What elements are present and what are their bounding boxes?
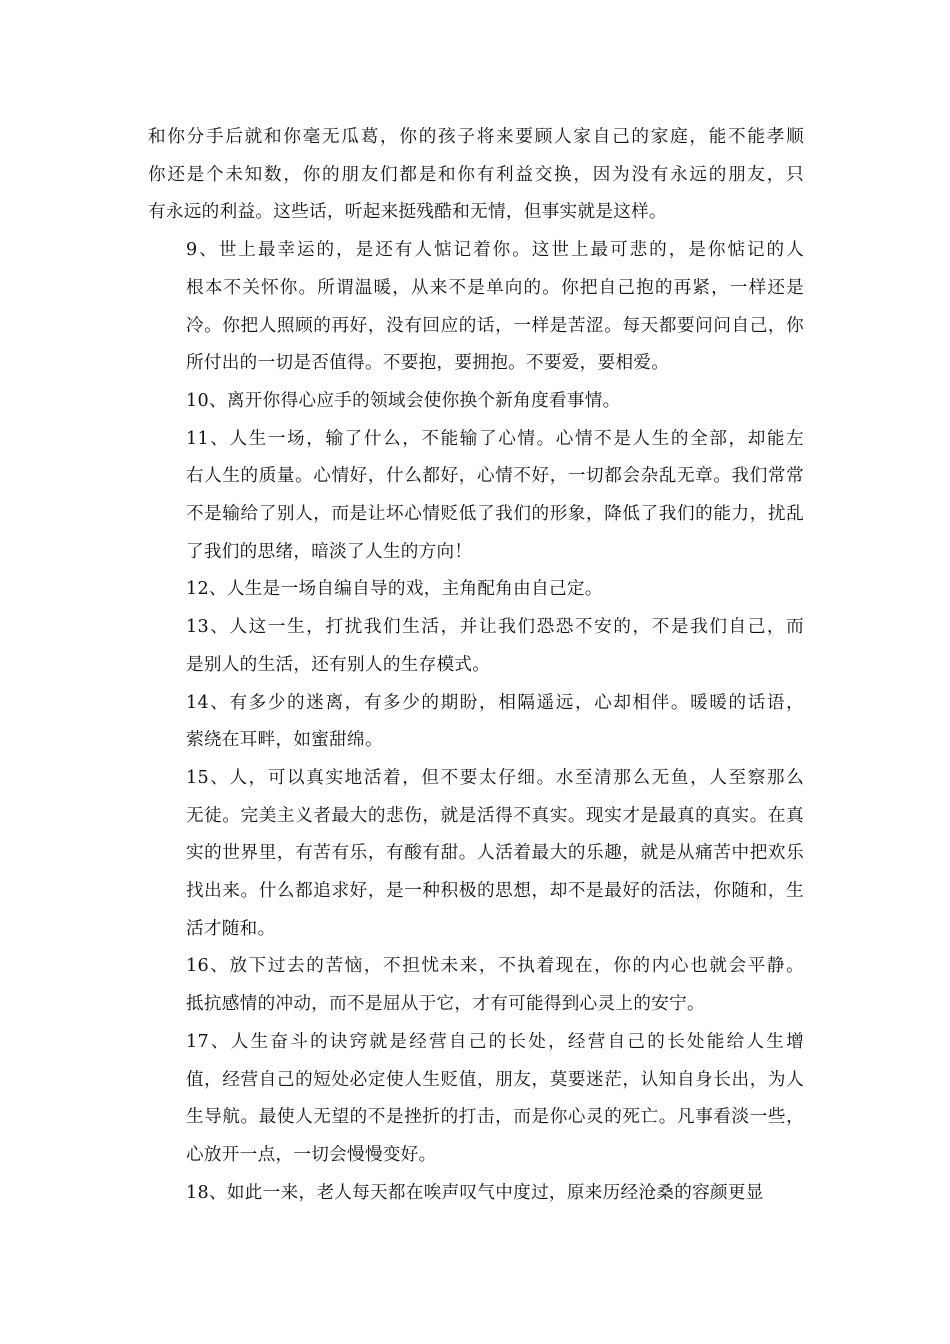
paragraph — [148, 383, 804, 421]
text-line: 18、如此一来，老人每天都在唉声叹气中度过，原来历经沧桑的容颜更显 — [186, 1182, 764, 1203]
text-line: 是别人的生活，还有别人的生存模式。 — [186, 654, 491, 675]
text-line: 根本不关怀你。所谓温暖，从来不是单向的。你把自己抱的再紧，一样还是 — [186, 277, 804, 298]
text-line: 值，经营自己的短处必定使人生贬值，朋友，莫要迷茫，认知自身长出，为人 — [186, 1069, 804, 1090]
paragraph — [148, 760, 804, 949]
text-line: 抵抗感情的冲动，而不是屈从于它，才有可能得到心灵上的安宁。 — [186, 994, 705, 1015]
text-line: 16、放下过去的苦恼，不担忧未来，不执着现在，你的内心也就会平静。 — [186, 956, 804, 977]
document-body — [148, 119, 804, 1212]
text-line: 冷。你把人照顾的再好，没有回应的话，一样是苦涩。每天都要问问自己，你 — [186, 315, 804, 336]
paragraph — [148, 1024, 804, 1175]
text-line: 13、人这一生，打扰我们生活，并让我们恐恐不安的，不是我们自己，而 — [186, 617, 804, 638]
paragraph — [148, 232, 804, 383]
text-line: 11、人生一场，输了什么，不能输了心情。心情不是人生的全部，却能左 — [186, 428, 804, 449]
paragraph — [148, 948, 804, 1023]
paragraph — [148, 609, 804, 684]
text-line: 活才随和。 — [186, 918, 276, 939]
text-line: 15、人，可以真实地活着，但不要太仔细。水至清那么无鱼，人至察那么 — [186, 767, 804, 788]
text-line: 不是输给了别人，而是让坏心情贬低了我们的形象，降低了我们的能力，扰乱 — [186, 504, 804, 525]
paragraph — [148, 685, 804, 760]
text-line: 生导航。最使人无望的不是挫折的打击，而是你心灵的死亡。凡事看淡一些， — [186, 1107, 804, 1128]
text-line: 萦绕在耳畔，如蜜甜绵。 — [186, 730, 383, 751]
paragraph — [148, 421, 804, 572]
text-line: 心放开一点，一切会慢慢变好。 — [186, 1144, 437, 1165]
text-line: 10、离开你得心应手的领域会使你换个新角度看事情。 — [186, 390, 621, 411]
paragraph — [148, 119, 804, 232]
text-line: 了我们的思绪，暗淡了人生的方向！ — [186, 541, 473, 562]
text-line: 12、人生是一场自编自导的戏，主角配角由自己定。 — [186, 579, 603, 600]
paragraph — [148, 1175, 804, 1213]
text-line: 实的世界里，有苦有乐，有酸有甜。人活着最大的乐趣，就是从痛苦中把欢乐 — [186, 843, 804, 864]
text-line: 17、人生奋斗的诀窍就是经营自己的长处，经营自己的长处能给人生增 — [186, 1031, 804, 1052]
text-line: 所付出的一切是否值得。不要抱，要拥抱。不要爱，要相爱。 — [186, 353, 670, 374]
text-line: 9、世上最幸运的，是还有人惦记着你。这世上最可悲的，是你惦记的人 — [186, 240, 804, 261]
text-line: 和你分手后就和你毫无瓜葛，你的孩子将来要顾人家自己的家庭，能不能孝顺 — [148, 127, 804, 147]
text-line: 有永远的利益。这些话，听起来挺残酷和无情，但事实就是这样。 — [148, 202, 667, 223]
text-line: 你还是个未知数，你的朋友们都是和你有利益交换，因为没有永远的朋友，只 — [148, 164, 804, 185]
text-line: 右人生的质量。心情好，什么都好，心情不好，一切都会杂乱无章。我们常常 — [186, 466, 804, 487]
paragraph — [148, 571, 804, 609]
text-line: 无徒。完美主义者最大的悲伤，就是活得不真实。现实才是最真的真实。在真 — [186, 805, 804, 826]
text-line: 找出来。什么都追求好，是一种积极的思想，却不是最好的活法，你随和，生 — [186, 881, 804, 902]
text-line: 14、有多少的迷离，有多少的期盼，相隔遥远，心却相伴。暖暖的话语， — [186, 692, 804, 713]
